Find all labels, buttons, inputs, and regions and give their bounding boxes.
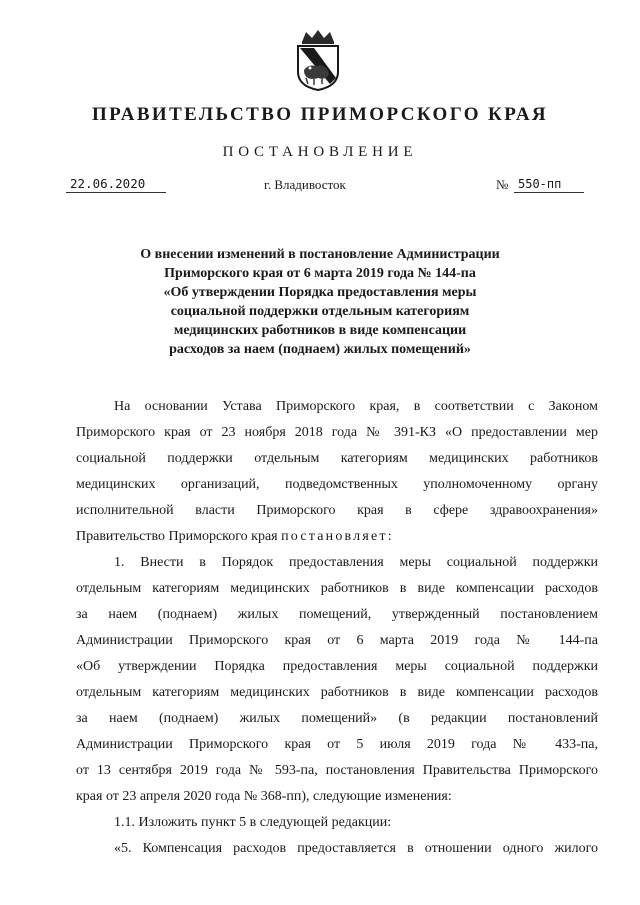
body-line: социальной поддержки отдельным категориям медицинских работников	[76, 451, 598, 466]
body-line: отдельным категориям медицинских работников в виде компенсации расходов	[76, 685, 598, 700]
body-line: исполнительной власти Приморского края в сфере здравоохранения»	[76, 503, 598, 518]
document-meta-row	[0, 176, 640, 200]
document-type: ПОСТАНОВЛЕНИЕ	[222, 144, 418, 160]
resolution-keyword: постановляет	[281, 529, 388, 544]
document-body	[76, 394, 598, 862]
document-number-label: №	[496, 177, 509, 192]
government-title: ПРАВИТЕЛЬСТВО ПРИМОРСКОГО КРАЯ	[91, 104, 549, 125]
body-line: за наем (поднаем) жилых помещений» (в редакции постановлений	[76, 711, 598, 726]
body-line	[76, 524, 598, 550]
coat-of-arms-icon	[288, 28, 348, 92]
body-line: за наем (поднаем) жилых помещений, утвержденный постановлением	[76, 607, 598, 622]
body-line: 1. Внести в Порядок предоставления меры социальной поддержки	[114, 555, 598, 570]
document-city: г. Владивосток	[264, 177, 346, 192]
body-line: «Об утверждении Порядка предоставления меры социальной поддержки	[76, 659, 598, 674]
body-line: от 13 сентября 2019 года № 593-па, постановления Правительства Приморского	[76, 763, 598, 778]
body-text-fragment: Правительство Приморского края	[76, 529, 282, 544]
document-title-line: «Об утверждении Порядка предоставления меры	[163, 285, 477, 300]
document-title-line: медицинских работников в виде компенсации	[173, 323, 467, 338]
document-title-line: социальной поддержки отдельным категориям	[170, 304, 470, 319]
body-line: Приморского края от 23 ноября 2018 года № 391-КЗ «О предоставлении мер	[76, 425, 598, 440]
body-line: отдельным категориям медицинских работников в виде компенсации расходов	[76, 581, 598, 596]
document-title-line: Приморского края от 6 марта 2019 года № 144-па	[164, 266, 476, 281]
document-number: 550-пп	[514, 176, 584, 193]
body-line: края от 23 апреля 2020 года № 368-пп), следующие изменения:	[76, 789, 452, 804]
document-date: 22.06.2020	[66, 176, 166, 193]
body-line: «5. Компенсация расходов предоставляется в отношении одного жилого	[114, 841, 598, 856]
body-line: Администрации Приморского края от 5 июля 2019 года № 433-па,	[76, 737, 598, 752]
document-title	[110, 245, 530, 359]
document-title-line: расходов за наем (поднаем) жилых помещений»	[169, 342, 471, 357]
body-line: медицинских организаций, подведомственных уполномоченному органу	[76, 477, 598, 492]
body-text-fragment: :	[387, 529, 392, 544]
body-line: На основании Устава Приморского края, в соответствии с Законом	[114, 399, 598, 414]
body-line: Администрации Приморского края от 6 марта 2019 года № 144-па	[76, 633, 598, 648]
body-line: 1.1. Изложить пункт 5 в следующей редакции:	[114, 815, 392, 830]
document-title-line: О внесении изменений в постановление Администрации	[140, 247, 500, 262]
